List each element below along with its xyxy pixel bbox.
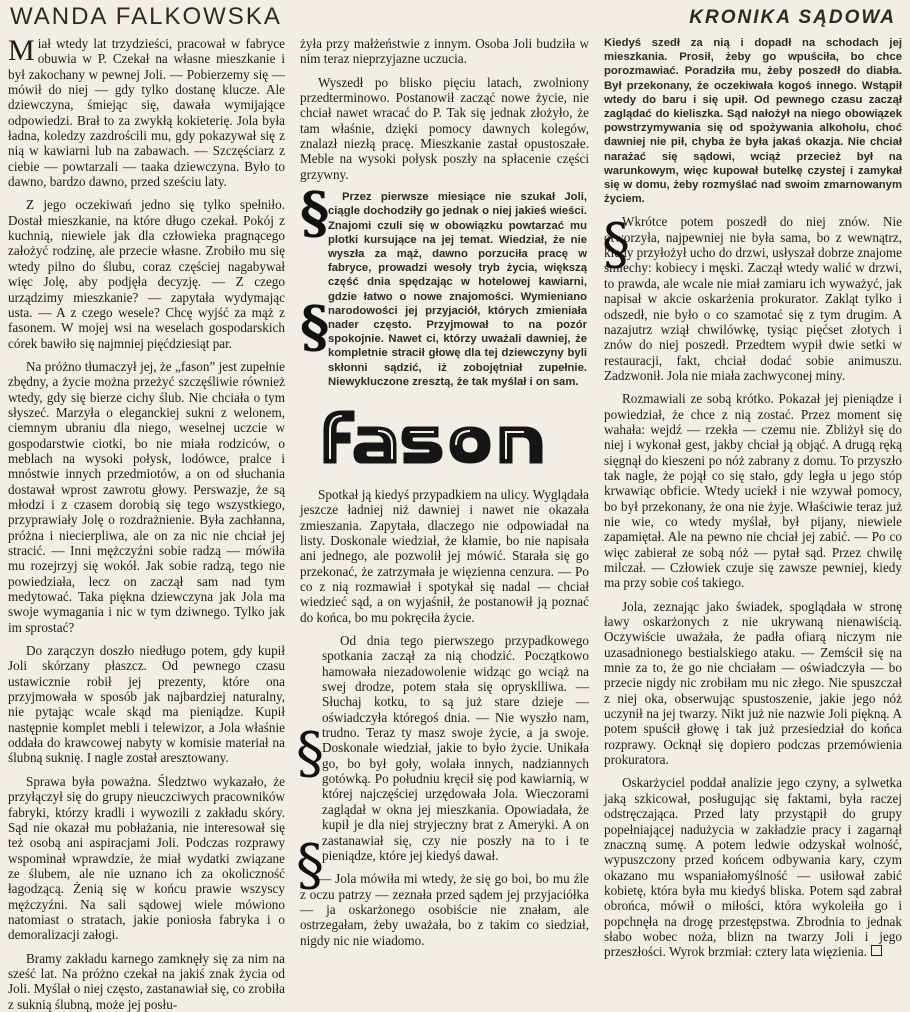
paragraph: Jola, zeznając jako świadek, spoglądała w stronę ławy oskarżonych z nie ukrywaną nienawiścią. Oczywiście uważała, że padła ofiarą niczym nie uzasadnionego bestialskiego ataku. — Zemścił się na mnie za to, że go nie chciałam — oświadczyła — bo przecie nigdy nic zrobiłam mu nic złego. Nie spuszczał z niej oka, obserwując spustoszenie, jakie jego nóż uczynił na jej twarzy. Nikt już nie nazwie Joli piękną. A potem spuścił głowę i tak już przesiedział do końca rozprawy. Ocknął się dopiero podczas przemówienia prokuratora. (604, 598, 902, 768)
section-sign-icon: § (300, 180, 330, 247)
section-sign-icon: § (300, 294, 330, 361)
paragraph: Do zarączyn doszło niedługo potem, gdy kupił Joli skórzany płaszcz. Od pewnego czasu ustawicznie robił jej prezenty, które ona przyjmowała w sposób jak najbardziej naturalny, nie pytając wcale skąd ma pieniądze. Kupił następnie komplet mebli i telewizor, a Jola właśnie oddała do krawcowej nabyty w komisie materiał na ślubną suknię. I nagle został aresztowany. (8, 643, 285, 766)
paragraph: Na próżno tłumaczył jej, że „fason” jest zupełnie zbędny, a życie można przeżyć szczęśliwie również wtedy, gdy się bierze cichy ślub. Nie chciała o tym słyszeć. Marzyła o eleganckiej sukni z welonem, ciemnym ubraniu dla niego, weselnej uczcie w gospodarstwie ciotki, bo nie miała rodziców, o meblach na wysoki połysk, lodówce, pralce i mnóstwie innych przedmiotów, a on od słuchania dostawał wprost zawrotu głowy. Perswazje, że są młodzi i z czasem dorobią się tego wszystkiego, przyprawiały Jolę o rozdrażnienie. Była zachłanna, próżna i niecierpliwa, ale on za nic nie chciał jej stracić. — Inni mężczyźni sobie radzą — mówiła mu rozejrzyj się wokół. Jak sobie radzą, tego nie powiedziała, lecz on zaczął sam nad tym medytować. Taka piękna dziewczyna jak Jola ma swoje wymagania i nic w tym dziwnego. Tylko jak im sprostać? (8, 358, 285, 635)
section-sign-icon: § (296, 721, 324, 787)
column-1 (8, 34, 285, 1012)
paragraph: Przez pierwsze miesiące nie szukał Joli, ciągle dochodziły go jednak o niej jakieś wieści. Znajomi czuli się w obowiązku powtarzać mu plotki kursujące na jej temat. Wiedział, że nie wyszła za mąż, dawno porzuciła pracę w fabryce, prowadzi wesoły tryb życia, większą część dnia spędzając w hotelowej kawiarni, gdzie łatwo o nowe znajomości. Wymieniano narodowości jej przyjaciół, których zmieniała nader często. Przyjmował to na pozór spokojnie. Nawet ci, którzy uważali dawniej, że kompletnie stracił głowę dla tej dziewczyny byli skłonni sądzić, iż zobojętniał zupełnie. Niewykluczone zresztą, że tak myślał i on sam. (328, 191, 587, 388)
paragraph-text: iał wtedy lat trzydzieści, pracował w fabryce obuwia w P. Czekał na własne mieszkanie i był zakochany w pewnej Joli. — Pobierzemy się — mówił do niej — gdy tylko dostanę klucze. Ale dziewczyna, śmiejąc się, dawała wymijające odpowiedzi. Brał to za zwykłą kokieterię. Jola była ładna, koledzy zazdrościli mu, gdy pokazywał się z nią w kawiarni lub na zabawach. — Szczęściarz z ciebie — powtarzali — taaka dziewczyna. Było to dawno, bardzo dawno, przed sześciu laty. (8, 36, 285, 190)
highlight-box (300, 180, 589, 389)
paragraph: żyła przy małżeństwie z innym. Osoba Joli budziła w nim teraz nieprzyjazne uczucia. (300, 36, 589, 67)
paragraph: Spotkał ją kiedyś przypadkiem na ulicy. Wyglądała jeszcze ładniej niż dawniej i nawet nie okazała zmieszania. Zapytała, dlaczego nie odpowiadał na listy. Doskonale wiedział, że kłamie, bo nie napisała ani jednego, ale pozwolił jej mówić. Starała się go przekonać, że zatrzymała je więzienna cenzura. — Po co z nią rozmawiał i spotykał się nadal — chciał wiedzieć sąd, a on wyjaśnił, że postanowił ją poznać do końca, bo mu pokręciła życie. (300, 486, 589, 625)
paragraph: Sprawa była poważna. Śledztwo wykazało, że przyłączył się do grupy nieuczciwych pracowników fabryki, którzy kradli i wywozili z zakładu skóry. Sąd nie okazał mu pobłażania, nie interesował się też osobą ani aspiracjami Joli. Podczas rozprawy wspominał wprawdzie, że miał wydatki związane ze ślubem, ale nie uznano ich za okoliczność łagodzącą. Żenią się w końcu prawie wszyscy mężczyźni. Na sali sądowej wiele mówiono natomiast o stratach, jakie poniosła fabryka i o demoralizacji załogi. (8, 773, 285, 943)
highlight-box (604, 36, 902, 206)
drop-cap: M (8, 34, 35, 67)
fason-title-logo (310, 399, 580, 477)
section-mark-wrap (296, 633, 589, 899)
column-3 (602, 36, 902, 960)
paragraph-text: Oskarżyciel poddał analizie jego czyny, a sylwetka jaką szkicował, posługując się faktami, była raczej odstręczająca. Przed laty przystąpił do grupy popełniającej nadużycia w zakładzie pracy i zagarnął znaczną sumę. A potem ledwie odzyskał wolność, wypuszczony przed końcem odbywania kary, czym okazano mu wspaniałomyślność — usiłował zabić kobietę, która była mu kiedyś bliska. Potem sąd zabrał obrońca, mówił o miłości, która wykoleiła go i popchnęła na drogę przestępstwa. Zbrodnia to jednak słabo wobec noża, blizn na twarzy Joli i jego przeszłości. Wyrok brzmiał: cztery lata więzienia. (604, 775, 902, 960)
section-sign-icon: § (296, 833, 324, 899)
paragraph: Bramy zakładu karnego zamknęły się za nim na sześć lat. Na próżno czekał na jakiś znak życia od Joli. Myślał o niej często, zastanawiał się, co zrobiła z suknią ślubną, może jej posłu- (8, 950, 285, 1012)
section-title: KRONIKA SĄDOWA (689, 7, 896, 28)
paragraph: Rozmawiali ze sobą krótko. Pokazał jej pieniądze i powiedział, że chce z nią zostać. Przez moment się wahała: wejdź — rzekła — czemu nie. Zbliżył się do niej i wykonał gest, jakby chciał ją objąć. A drugą ręką sięgnął do kieszeni po nóż zabrany z domu. To przyszło tak nagle, że pojął co się stało, gdy legła u jego stóp krwawiąc obficie. Wtedy uciekł i nie wzywał pomocy, bo był przekonany, że ona nie żyje. Właściwie teraz już nie wie, co wtedy myślał, był pijany, niewiele zapamiętał. Ale na pewno nie chciał jej zabić. — Po co więc zabierał ze sobą nóż — pytał sąd. Przez chwilę milczał. — Człowiek czuje się zawsze pewniej, kiedy ma przy sobie coś takiego. (604, 391, 902, 591)
column-2 (296, 36, 589, 948)
paragraph: Wkrótce potem poszedł do niej znów. Nie otworzyła, najpewniej nie była sama, bo z wewnątrz, kiedy przyłożył ucho do drzwi, usłyszał dobrze znajome śmiechy: kobiecy i męski. Zaczął wtedy walić w drzwi, to prawda, ale wcale nie miał zamiaru ich wyważyć, jak napisał w akcie oskarżenia prokurator. Zakląt tylko i odszedł, nie było o co szamotać się z tym drugim. A nazajutrz wziął chwilówkę, tysiąc pięćset złotych i znów do niej poszedł. Przedtem wypił dwie setki w restauracji, fakt, chciał dodać sobie animuszu. Zadzwonił. Jola nie miała zachwyconej miny. (604, 214, 902, 383)
author-name: WANDA FALKOWSKA (10, 3, 282, 30)
paragraph: Wyszedł po blisko pięciu latach, zwolniony przedterminowo. Postanowił zacząć nowe życie, nie chciał nawet wracać do P. Tak się jednak złożyło, że tam właśnie, dzięki pomocy dawnych kolegów, znalazł niezłą pracę. Mieszkanie zastał opustoszałe. Meble na wysoki połysk poszły na spłacenie części grzywny. (300, 74, 589, 182)
column-2-top (300, 36, 589, 182)
end-mark-icon (871, 945, 882, 956)
paragraph: Z jego oczekiwań jedno się tylko spełniło. Dostał mieszkanie, na które długo czekał. Pokój z kuchnią, niewiele jak dla człowieka pragnącego założyć rodzinę, ale przecie własne. Zrobiło mu się wtedy pilno do ślubu, coraz częściej nagabywał więc Jolę, aby podjęła decyzję. — Z czego urządzimy mieszkanie? — zapytała wydymając usta. — A z czego wesele? Chcę wyjść za mąż z fasonem. W mojej wsi na weselach gospodarskich córek bawiło się najmniej pięćdziesiąt par. (8, 197, 285, 351)
section-mark-wrap (604, 214, 902, 383)
paragraph: Od dnia tego pierwszego przypadkowego spotkania zaczął za nią chodzić. Początkowo hamowała niezadowolenie widząc go wciąż na swej drodze, potem stała się oprysklliwa. — Słuchaj kotku, to są już stare dzieje — oświadczyła któregoś dnia. — Nie wyszło nam, trudno. Teraz ty masz swoje życie, a ja swoje. Doskonale wiedział, jakie to było życie. Unikała go, bo był goły, wolała innych, nadziannych gotówką. Po południu kręcił się pod kawiarnią, w której najczęściej urzędowała Jola. Wieczorami zaglądał w okna jej mieszkania. Opowiadała, że kupił je dla niej stryjeczny brat z Ameryki. A on zastanawiał się, czy nie poszły na to i te pieniądze, które jej kiedyś dawał. (322, 633, 589, 863)
paragraph (8, 36, 285, 189)
paragraph: Kiedyś szedł za nią i dopadł na schodach jej mieszkania. Prosił, żeby go wpuściła, bo chce porozmawiać. Poradziła mu, żeby poszedł do diabła. Był przekonany, że oczekiwała kogoś innego. Wstąpił wtedy do baru i się upił. Od pewnego czasu zaczął zaglądać do kieliszka. Sąd nałożył na niego obowiązek powstrzymywania się od spożywania alkoholu, choć dawniej nie pił, chyba że była jakaś okazja. Nie chciał narażać się sądowi, wciąż przecież był na warunkowym, więc kupował butelkę czystej i zamykał się w domu, żeby rozmyślać nad swoim zmarnowanym życiem. (604, 37, 902, 206)
paragraph (604, 775, 902, 959)
section-sign-icon: § (602, 212, 630, 278)
paragraph: — Jola mówiła mi wtedy, że się go boi, bo mu źle z oczu patrzy — zeznała przed sądem jej przyjaciółka — ja oskarżonego osobiście nie znałam, ale ostrzegałam, żeby uważała, bo z takim co siedział, nigdy nic nie wiadomo. (300, 871, 589, 948)
